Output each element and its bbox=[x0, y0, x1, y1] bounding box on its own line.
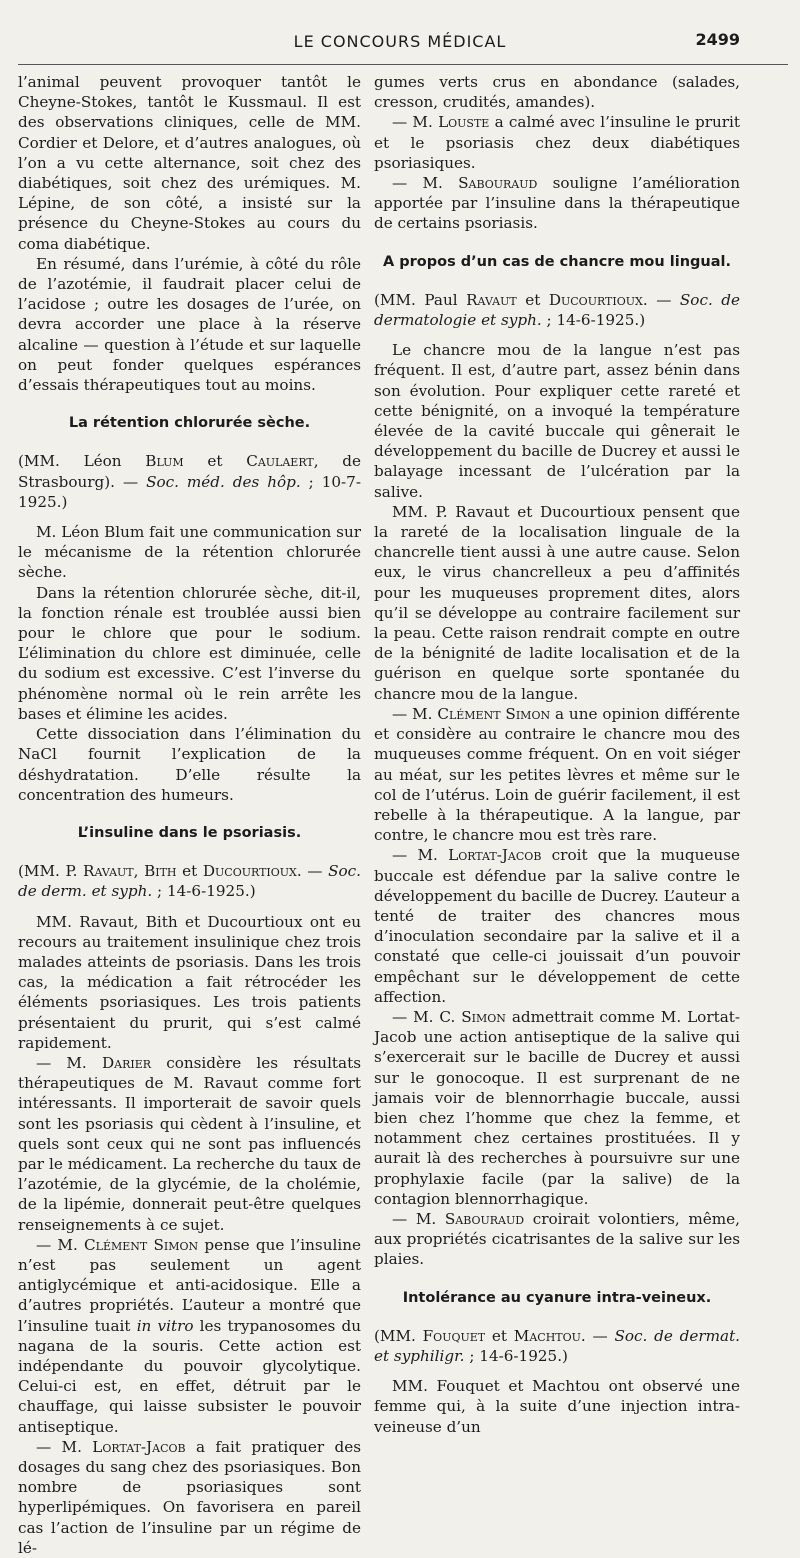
paragraph: M. Léon Blum fait une communication sur le mécanisme de la rétention chlorurée sèche. bbox=[18, 523, 361, 582]
header-rule bbox=[18, 64, 788, 65]
journal-title: LE CONCOURS MÉDICAL bbox=[293, 32, 507, 51]
paragraph: — M. Sabouraud souligne l’amélioration apportée par l’insuline dans la thérapeutique de certains psoriasis. bbox=[374, 174, 740, 233]
paragraph: — M. C. Simon admettrait comme M. Lortat-Jacob une action antiseptique de la salive qui s’exercerait sur le bacille de Ducrey et aussi sur le gonocoque. Il est surprenant de ne jamais voir de blennorrhagie buccale, aussi bien chez l’homme que chez la femme, et notamment chez certaines prostituées. Il y aurait là des recherches à poursuivre sur une prophylaxie facile (par la salive) de la contagion blennorrhagique. bbox=[374, 1007, 740, 1208]
paragraph: — M. Louste a calmé avec l’insuline le prurit et le psoriasis chez deux diabétiques psoriasiques. bbox=[374, 113, 740, 172]
paragraph: MM. P. Ravaut et Ducourtioux pensent que la rareté de la localisation linguale de la chancrelle tient aussi à une autre cause. Selon eux, le virus chancrelleux a peu d’affinités pour les muqueuses proprement dites, alors qu’il se développe au contraire facilement sur la peau. Cette raison rendrait compte en outre de la bénignité de ladite localisation et de la guérison en quelque sorte spontanée du chancre mou de la langue. bbox=[374, 502, 740, 703]
reference-line: (MM. Paul Ravaut et Ducourtioux. — Soc. de dermatologie et syph. ; 14-6-1925.) bbox=[374, 290, 741, 330]
reference-line: (MM. Fouquet et Machtou. — Soc. de dermat. et syphiligr. ; 14-6-1925.) bbox=[374, 1326, 741, 1365]
paragraph: — M. Sabouraud croirait volontiers, même, aux propriétés cicatrisantes de la salive sur les plaies. bbox=[374, 1209, 740, 1269]
paragraph: En résumé, dans l’urémie, à côté du rôle de l’azotémie, il faudrait placer celui de l’acidose ; outre les dosages de l’urée, on devra accorder une place à la réserve alcaline — question à l’étude et sur laquelle on peut fonder quelques espérances d’essais thérapeutiques tout au moins. bbox=[18, 254, 361, 395]
paragraph: — M. Clément Simon a une opinion différente et considère au contraire le chancre mou des muqueuses comme fréquent. On en voit siéger au méat, sur les petites lèvres et même sur le col de l’utérus. Loin de guérir facilement, il est rebelle à la thérapeutique. A la langue, par contre, le chancre mou est très rare. bbox=[374, 704, 740, 845]
section-heading: La rétention chlorurée sèche. bbox=[68, 415, 311, 432]
paragraph: l’animal peuvent provoquer tantôt le Cheyne-Stokes, tantôt le Kussmaul. Il est des observations cliniques, celle de MM. Cordier et Delore, et d’autres analogues, où l’on a vu cette alternance, soit chez des diabétiques, soit chez des urémiques. M. Lépine, de son côté, a insisté sur la présence du Cheyne-Stokes au cours du coma diabétique. bbox=[18, 73, 361, 253]
reference-line: (MM. Léon Blum et Caulaert, de Strasbourg). — Soc. méd. des hôp. ; 10-7-1925.) bbox=[18, 452, 361, 511]
paragraph: Le chancre mou de la langue n’est pas fréquent. Il est, d’autre part, assez bénin dans son évolution. Pour expliquer cette rareté et cette bénignité, on a invoqué la température élevée de la cavité buccale qui gênerait le développement du bacille de Ducrey et aussi le balayage incessant de l’ulcération par la salive. bbox=[374, 341, 740, 501]
paragraph: MM. Ravaut, Bith et Ducourtioux ont eu recours au traitement insulinique chez trois malades atteints de psoriasis. Dans les trois cas, la médication a fait rétrocéder les éléments psoriasiques. Les trois patients présentaient du prurit, qui s’est calmé rapidement. bbox=[18, 912, 361, 1052]
right-column bbox=[374, 72, 740, 1437]
paragraph: — M. Clément Simon pense que l’insuline n’est pas seulement un agent antiglycémique et anti-acidosique. Elle a d’autres propriétés. L’auteur a montré que l’insuline tuait in vitro les trypanosomes du nagana de la souris. Cette action est indépendante du pouvoir glycolytique. Celui-ci est, en effet, détruit par le chauffage, qui laisse subsister le pouvoir antiseptique. bbox=[18, 1235, 361, 1436]
paragraph: — M. Lortat-Jacob croit que la muqueuse buccale est défendue par la salive contre le développement du bacille de Ducrey. L’auteur a tenté de traiter des chancres mous d’inoculation secondaire par la salive et il a constaté que celle-ci jouissait d’un pouvoir empêchant sur le développement de cette affection. bbox=[374, 846, 740, 1006]
paragraph: MM. Fouquet et Machtou ont observé une femme qui, à la suite d’une injection intra-veineuse d’un bbox=[374, 1377, 740, 1436]
left-column bbox=[18, 72, 361, 1558]
reference-line: (MM. P. Ravaut, Bith et Ducourtioux. — Soc. de derm. et syph. ; 14-6-1925.) bbox=[18, 862, 361, 901]
section-heading: L’insuline dans le psoriasis. bbox=[77, 824, 302, 841]
paragraph: gumes verts crus en abondance (salades, cresson, crudités, amandes). bbox=[374, 73, 740, 112]
page-header bbox=[0, 30, 800, 56]
section-heading: Intolérance au cyanure intra-veineux. bbox=[402, 1289, 712, 1306]
paragraph: Cette dissociation dans l’élimination du NaCl fournit l’explication de la déshydratation. D’elle résulte la concentration des humeurs. bbox=[18, 725, 361, 804]
paragraph: — M. Lortat-Jacob a fait pratiquer des dosages du sang chez des psoriasiques. Bon nombre de psoriasiques sont hyperlipémiques. On favorisera en pareil cas l’action de l’insuline par un régime de lé- bbox=[18, 1437, 361, 1557]
paragraph: Dans la rétention chlorurée sèche, dit-il, la fonction rénale est troublée aussi bien pour le chlore que pour le sodium. L’élimination du chlore est diminuée, celle du sodium est excessive. C’est l’inverse du phénomène normal où le rein arrête les bases et élimine les acides. bbox=[18, 583, 361, 723]
page-number: 2499 bbox=[695, 30, 740, 49]
paragraph: — M. Darier considère les résultats thérapeutiques de M. Ravaut comme fort intéressants. Il importerait de savoir quels sont les psoriasis qui cèdent à l’insuline, et quels sont ceux qui ne sont pas influencés par le médicament. La recherche du taux de l’azotémie, de la glycémie, de la cholémie, de la lipémie, donnerait peut-être quelques renseignements à ce sujet. bbox=[18, 1053, 361, 1234]
section-heading: A propos d’un cas de chancre mou lingual. bbox=[382, 253, 731, 270]
